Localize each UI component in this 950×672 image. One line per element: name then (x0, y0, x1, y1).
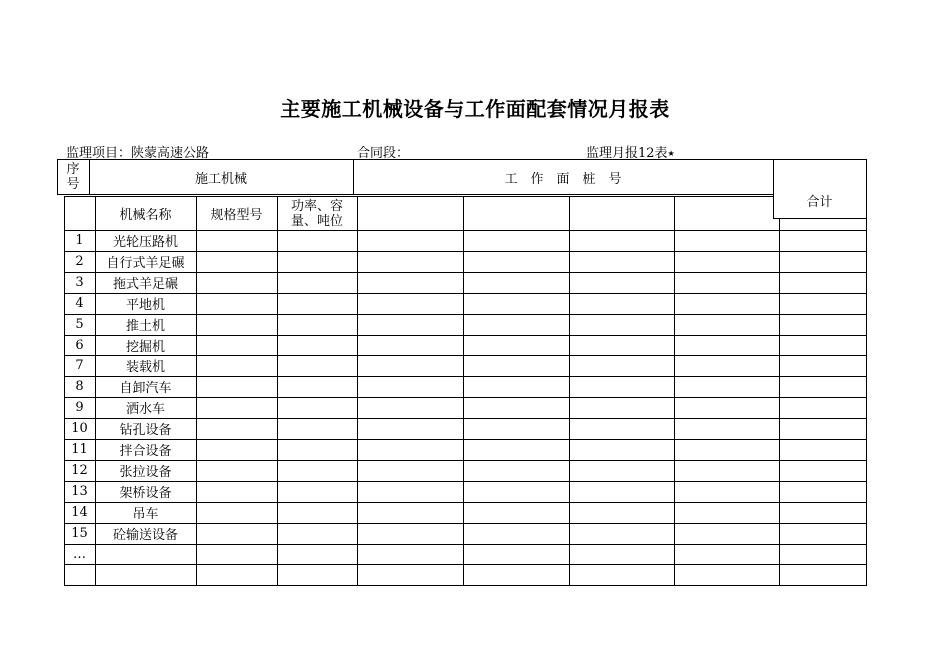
row-number: 6 (75, 338, 84, 353)
row-number: 3 (75, 275, 84, 290)
row-number: 8 (75, 379, 84, 394)
row-number: … (73, 547, 86, 562)
row-number: 10 (71, 421, 88, 436)
machine-name: 吊车 (132, 507, 159, 522)
report-number-text: 监理月报12表 (586, 146, 668, 161)
row-number: 5 (75, 317, 84, 332)
seq-header (57, 160, 89, 194)
machine-name: 架桥设备 (119, 486, 172, 501)
seq-header-line1: 序 (66, 162, 80, 177)
power-capacity-header (277, 197, 357, 230)
machine-name: 自行式羊足碾 (106, 256, 185, 271)
supervision-project: 监理项目：陕蒙高速公路 (66, 146, 210, 161)
machine-name: 自卸汽车 (119, 381, 172, 396)
page-title: 主要施工机械设备与工作面配套情况月报表 (280, 97, 670, 121)
row-number: 2 (75, 254, 84, 269)
machine-name: 平地机 (125, 298, 165, 313)
power-header-line2: 量、吨位 (290, 213, 343, 229)
seq-header-line2: 号 (66, 177, 80, 192)
machine-name: 装载机 (125, 360, 165, 375)
machine-name (95, 544, 196, 565)
machine-name: 拌合设备 (119, 444, 172, 459)
total-header: 合计 (806, 194, 833, 210)
row-number: 13 (71, 484, 88, 499)
machine-name: 钻孔设备 (119, 423, 172, 438)
power-header-line1: 功率、容 (290, 198, 343, 214)
workface-header: 工 作 面 桩 号 (504, 171, 622, 187)
row-number: 14 (71, 505, 88, 520)
star-icon: ★ (667, 149, 675, 158)
machine-name-header: 机械名称 (119, 208, 172, 223)
machine-name: 挖掘机 (125, 340, 165, 355)
row-number: 9 (75, 400, 84, 415)
row-number: 7 (75, 358, 84, 373)
machine-name: 张拉设备 (119, 465, 172, 480)
row-number: 12 (71, 463, 88, 478)
row-number: 11 (71, 442, 88, 457)
machine-name: 推土机 (125, 319, 165, 334)
contract-section: 合同段： (357, 146, 410, 161)
machine-name: 光轮压路机 (112, 235, 178, 250)
machine-name: 砼输送设备 (112, 528, 178, 543)
machine-name: 洒水车 (125, 402, 165, 417)
row-number: 1 (75, 233, 84, 248)
machinery-header: 施工机械 (194, 171, 247, 187)
row-number: 4 (75, 296, 84, 311)
spec-model-header: 规格型号 (210, 208, 263, 223)
row-number (64, 564, 95, 585)
row-number: 15 (71, 526, 88, 541)
machine-name: 拖式羊足碾 (112, 277, 178, 292)
machine-name (95, 564, 196, 585)
